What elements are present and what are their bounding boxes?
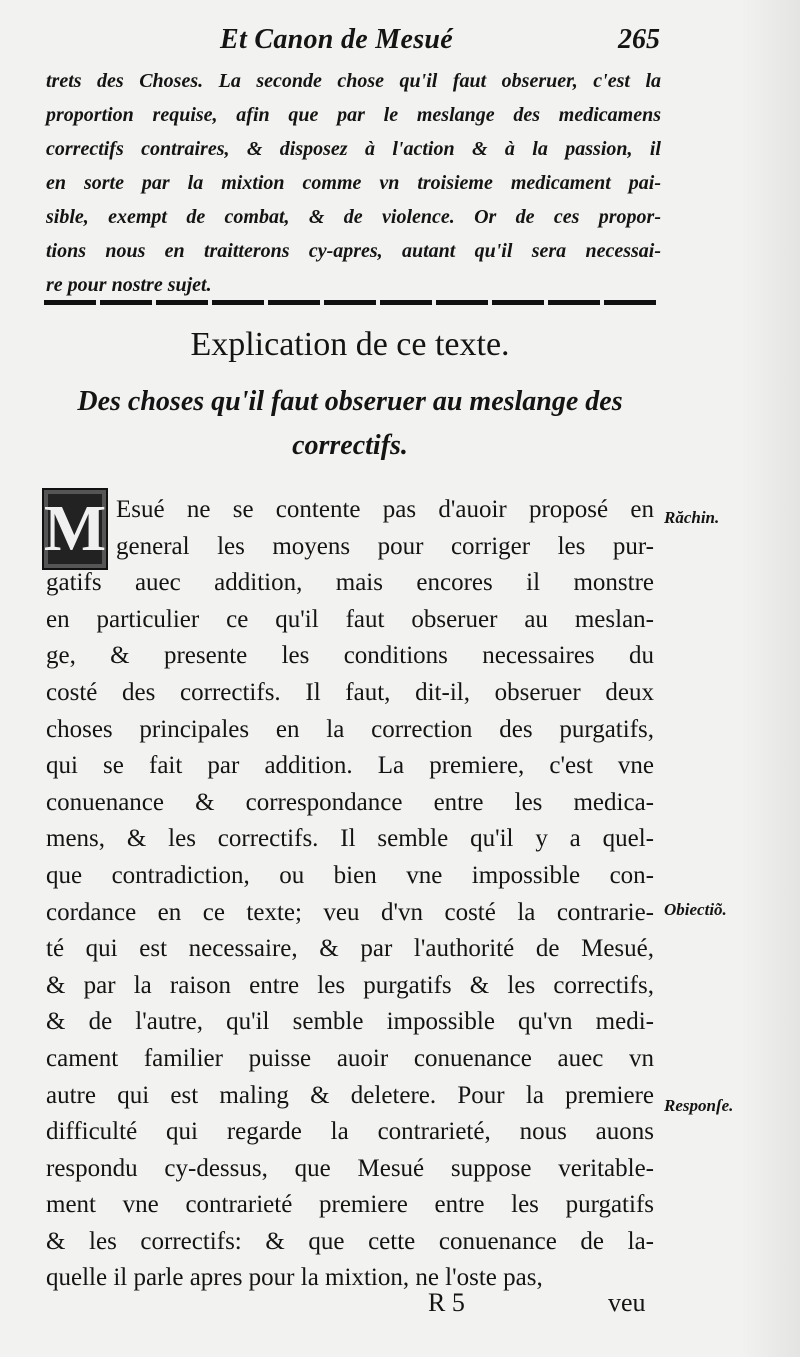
section-heading: Explication de ce texte. (190, 326, 510, 363)
subtitle-line: Des choses qu'il faut obseruer au meslange des (77, 386, 623, 417)
body-line: ment vne contrarieté premiere entre les purgatifs (46, 1191, 654, 1219)
body-line: general les moyens pour corriger les pur- (116, 532, 654, 560)
subtitle-line: correctifs. (292, 430, 408, 461)
body-line: & par la raison entre les purgatifs & les correctifs, (46, 971, 654, 999)
text-line: correctifs contraires, & disposez à l'action & à la passion, il (46, 138, 661, 160)
ornamental-rule (44, 300, 660, 305)
body-line: difficulté qui regarde la contrarieté, nous auons (46, 1118, 654, 1146)
body-line: que contradiction, ou bien vne impossible con- (46, 861, 654, 889)
text-line: tions nous en traitterons cy-apres, autant qu'il sera necessai- (46, 240, 661, 262)
body-line: mens, & les correctifs. Il semble qu'il y a quel- (46, 825, 654, 853)
decorated-drop-initial: M (42, 488, 108, 570)
body-line: en particulier ce qu'il faut obseruer au meslan- (46, 605, 654, 633)
page-header (40, 20, 660, 60)
signature-mark: R 5 (428, 1288, 465, 1317)
body-line: cordance en ce texte; veu d'vn costé la contrarie- (46, 898, 654, 926)
page-edge-shadow (740, 0, 800, 1357)
margin-note-response: Responſe. (664, 1096, 734, 1115)
running-title: Et Canon de Mesué (220, 24, 454, 55)
body-line: cament familier puisse auoir conuenance auec vn (46, 1044, 654, 1072)
body-line: té qui est necessaire, & par l'authorité de Mesué, (46, 935, 654, 963)
text-line: re pour nostre sujet. (46, 274, 212, 296)
margin-note-objection: Obiectiõ. (664, 900, 727, 919)
body-line: & les correctifs: & que cette conuenance de la- (46, 1227, 654, 1255)
body-text-block (46, 492, 654, 1297)
body-line: respondu cy-dessus, que Mesué suppose veritable- (46, 1154, 654, 1182)
body-line: autre qui est maling & deletere. Pour la premiere (46, 1081, 654, 1109)
page-footer (0, 1288, 800, 1328)
section-subtitle (40, 380, 660, 468)
page-number: 265 (618, 24, 660, 55)
text-line: trets des Choses. La seconde chose qu'il faut obseruer, c'est la (46, 70, 661, 92)
body-line: choses principales en la correction des purgatifs, (46, 715, 654, 743)
margin-note-rachin: Răchin. (664, 508, 720, 527)
text-line: sible, exempt de combat, & de violence. Or de ces propor- (46, 206, 661, 228)
body-line: quelle il parle apres pour la mixtion, ne l'oste pas, (46, 1264, 543, 1292)
body-line: gatifs auec addition, mais encores il monstre (46, 569, 654, 597)
body-line: qui se fait par addition. La premiere, c'est vne (46, 752, 654, 780)
text-line: en sorte par la mixtion comme vn troisieme medicament pai- (46, 172, 661, 194)
catchword: veu (608, 1288, 646, 1317)
preceding-text-block (46, 64, 661, 302)
body-line: conuenance & correspondance entre les medica- (46, 788, 654, 816)
body-line: Esué ne se contente pas d'auoir proposé en (116, 496, 654, 523)
text-line: proportion requise, afin que par le meslange des medicamens (46, 104, 661, 126)
body-line: costé des correctifs. Il faut, dit-il, obseruer deux (46, 678, 654, 706)
body-line: ge, & presente les conditions necessaires du (46, 642, 654, 670)
body-line: & de l'autre, qu'il semble impossible qu'vn medi- (46, 1008, 654, 1036)
